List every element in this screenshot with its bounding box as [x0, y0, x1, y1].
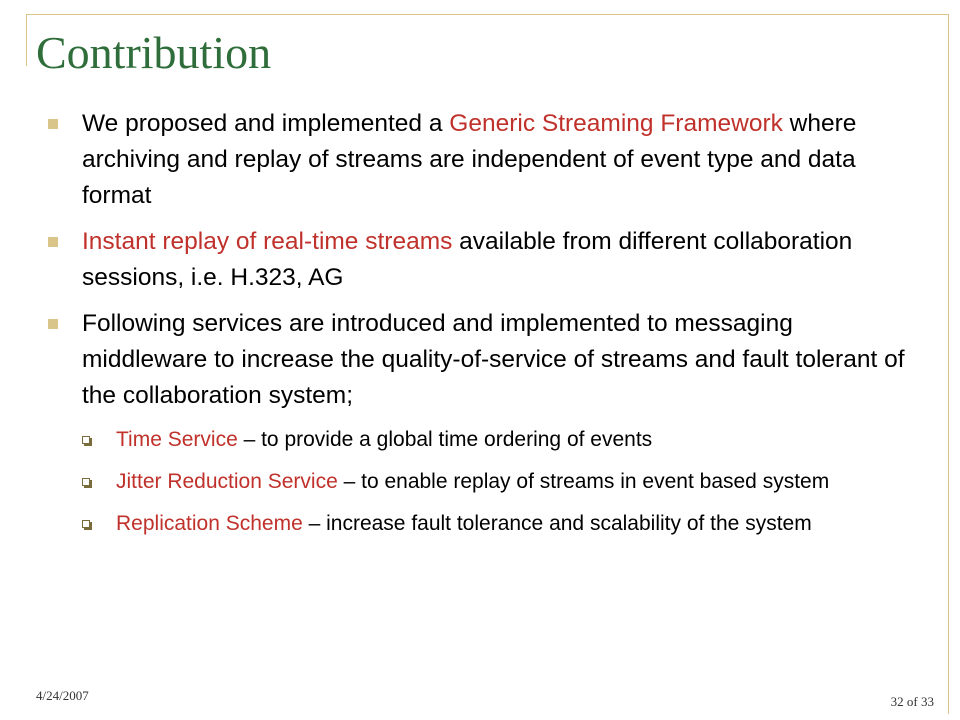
sub-bullet-text: – to provide a global time ordering of events	[237, 428, 653, 451]
bullet-item	[48, 106, 908, 214]
bullet-list	[48, 106, 908, 540]
bullet-text: where archiving and replay of streams are independent of event type and data format	[82, 110, 857, 209]
bullet-text: We proposed and implemented a	[82, 110, 450, 137]
square-bullet-icon	[48, 237, 58, 247]
sub-bullet-item	[82, 508, 908, 540]
bullet-text: Following services are introduced and implemented to messaging middleware to increase the quality-of-service of streams and fault tolerant of the collaboration system;	[82, 310, 905, 409]
bullet-highlight: Instant replay of real-time streams	[82, 228, 453, 255]
square-bullet-icon	[48, 319, 58, 329]
hollow-square-bullet-icon	[82, 520, 90, 528]
sub-bullet-item	[82, 466, 908, 498]
bullet-item	[48, 306, 908, 540]
sub-bullet-item	[82, 424, 908, 456]
hollow-square-bullet-icon	[82, 436, 90, 444]
bullet-text: available from different collaboration sessions, i.e. H.323, AG	[82, 228, 853, 291]
sub-bullet-highlight: Jitter Reduction Service	[116, 470, 338, 493]
sub-bullet-list	[82, 424, 908, 540]
slide-title: Contribution	[36, 27, 272, 78]
frame-left-line	[26, 14, 27, 66]
page-number: 32 of 33	[890, 694, 934, 709]
frame-top-line	[26, 14, 948, 15]
footer-date: 4/24/2007	[36, 688, 89, 703]
frame-right-line	[948, 14, 949, 714]
bullet-highlight: Generic Streaming Framework	[449, 110, 783, 137]
sub-bullet-highlight: Replication Scheme	[116, 512, 303, 535]
bullet-item	[48, 224, 908, 296]
sub-bullet-text: – to enable replay of streams in event based system	[337, 470, 830, 493]
sub-bullet-highlight: Time Service	[116, 428, 238, 451]
square-bullet-icon	[48, 119, 58, 129]
hollow-square-bullet-icon	[82, 478, 90, 486]
sub-bullet-text: – increase fault tolerance and scalability of the system	[302, 512, 812, 535]
